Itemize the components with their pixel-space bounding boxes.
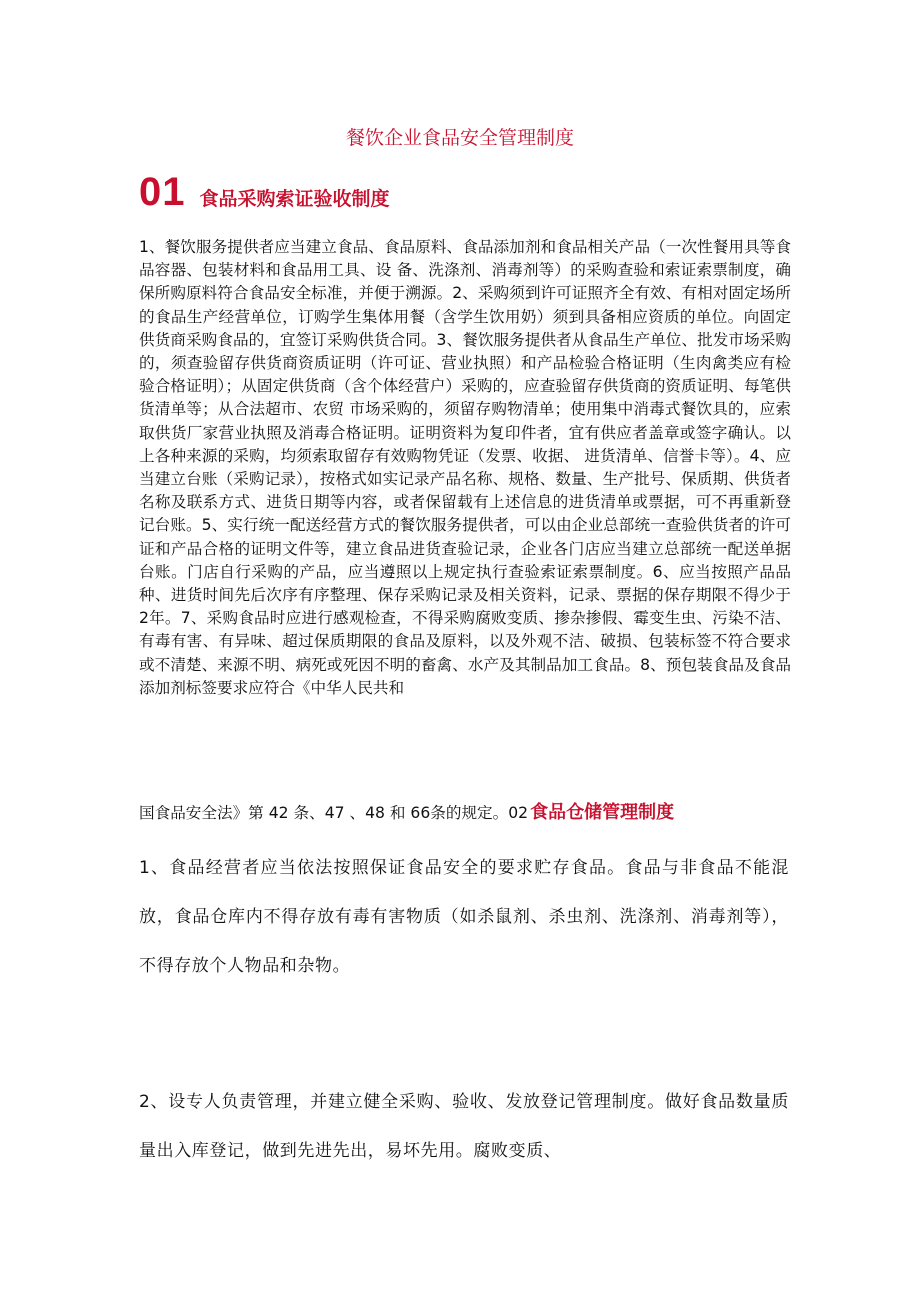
document-title: 餐饮企业食品安全管理制度 (345, 127, 574, 149)
section-1-tail-text: 国食品安全法》第 42 条、47 、48 和 66条的规定。02 (139, 804, 529, 822)
section-2-paragraph-1: 1、食品经营者应当依法按照保证食品安全的要求贮存食品。食品与非食品不能混放，食品仓库内不得存放有毒有害物质（如杀鼠剂、杀虫剂、洗涤剂、消毒剂等），不得存放个人物品和杂物。 (139, 858, 789, 976)
section-1-header (139, 170, 390, 215)
section-1-tail-line (139, 798, 674, 824)
section-1-body: 1、餐饮服务提供者应当建立食品、食品原料、食品添加剂和食品相关产品（一次性餐用具等食品容器、包装材料和食品用工具、设 备、洗涤剂、消毒剂等）的采购查验和索证索票制度，确保所购原料符合食品安全标准，并便于溯源。2、采购须到许可证照齐全有效、有相对固定场所的食品生产经营单位，订购学生集体用餐（含学生饮用奶）须到具备相应资质的单位。向固定供货商采购食品的，宜签订采购供货合同。3、餐饮服务提供者从食品生产单位、批发市场采购的，须查验留存供货商资质证明（许可证、营业执照）和产品检验合格证明（生肉禽类应有检验合格证明）；从固定供货商（含个体经营户）采购的，应查验留存供货商的资质证明、每笔供货清单等；从合法超市、农贸 市场采购的，须留存购物清单；使用集中消毒式餐饮具的，应索取供货厂家营业执照及消毒合格证明。证明资料为复印件者，宜有供应者盖章或签字确认。以上各种来源的采购，均须索取留存有效购物凭证（发票、收据、 进货清单、信誉卡等）。4、应当建立台账（采购记录），按格式如实记录产品名称、规格、数量、生产批号、保质期、供货者名称及联系方式、进货日期等内容，或者保留载有上述信息的进货清单或票据，可不再重新登记台账。5、实行统一配送经营方式的餐饮服务提供者，可以由企业总部统一查验供货者的许可证和产品合格的证明文件等，建立食品进货查验记录，企业各门店应当建立总部统一配送单据台账。门店自行采购的产品，应当遵照以上规定执行查验索证索票制度。6、应当按照产品品种、进货时间先后次序有序整理、保存采购记录及相关资料，记录、票据的保存期限不得少于 2年。7、采购食品时应进行感观检查，不得采购腐败变质、掺杂掺假、霉变生虫、污染不洁、有毒有害、有异味、超过保质期限的食品及原料，以及外观不洁、破损、包装标签不符合要求或不清楚、来源不明、病死或死因不明的畜禽、水产及其制品加工食品。8、预包装食品及食品添加剂标签要求应符合《中华人民共和 (139, 238, 791, 697)
section-1-heading: 食品采购索证验收制度 (199, 188, 390, 210)
section-2-heading: 食品仓储管理制度 (530, 802, 675, 823)
section-1-number: 01 (139, 170, 186, 214)
section-2-paragraph-2: 2、设专人负责管理，并建立健全采购、验收、发放登记管理制度。做好食品数量质量出入库登记，做到先进先出，易坏先用。腐败变质、 (139, 1092, 789, 1161)
